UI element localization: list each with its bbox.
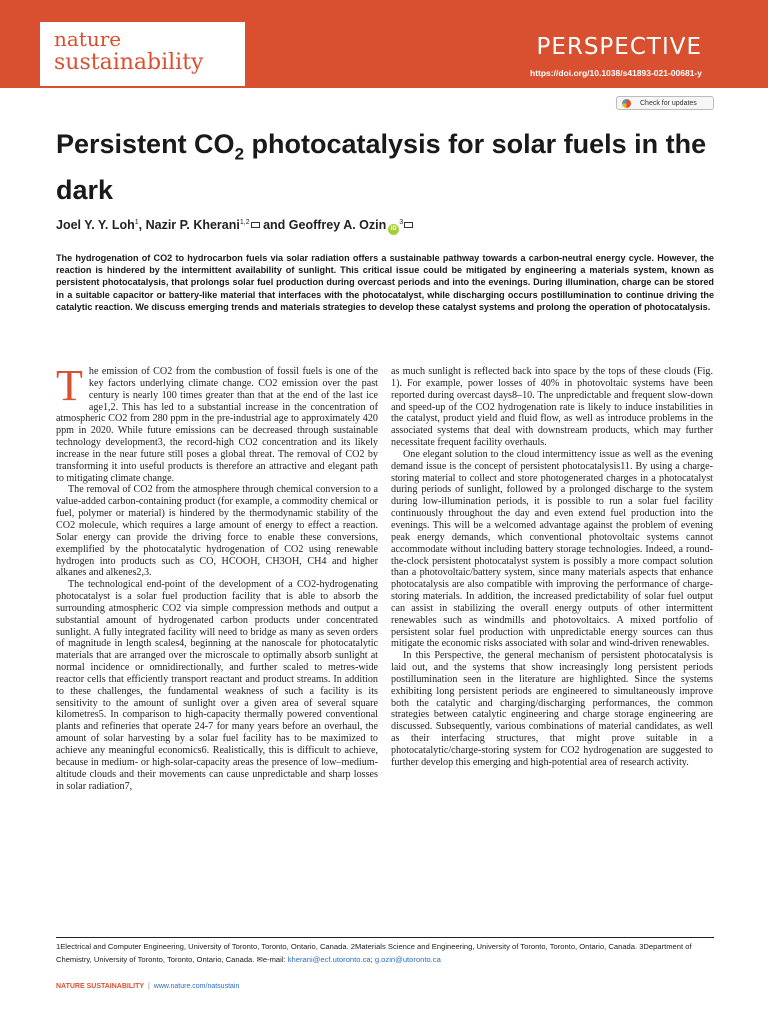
paragraph-5: One elegant solution to the cloud intermittency issue as well as the evening demand issue is the concept of persistent photocatalysis11. By using a charge-storing material to collect and store photogenerated charges in a photocatalyst during periods of sunlight, followed by a prolonged discharge to the system during low-illumination periods, it is possible to run a solar fuel facility continuously throughout the day and even extend fuel production into the evenings. This will be a welcomed advantage against the problem of evening peak energy demands, which conventional photovoltaic systems cannot accommodate without including battery storage technologies. Indeed, a round-the-clock persistent photocatalyst system is possibly a more compact solution than a photovoltaic/battery system, since many materials aspects that enhance photocatalysis are also compatible with improving the performance of charge-storing materials. In addition, the increased predictability of solar fuel output can assist in stabilizing the overall energy outputs of other intermittent renewables such as windmills and photovoltaics. A mixed portfolio of persistent solar fuel production with unpredictable energy sources can thus mitigate the economic risks associated with solar and wind-driven renewables. (391, 448, 713, 650)
envelope-icon[interactable] (251, 222, 260, 228)
author-3[interactable]: Geoffrey A. Ozin (288, 218, 387, 232)
author-1[interactable]: Joel Y. Y. Loh (56, 218, 135, 232)
affiliations-footnote (56, 941, 714, 966)
logo-line1: nature (54, 27, 122, 51)
footer-journal: NATURE SUSTAINABILITY (56, 983, 145, 990)
email-separator: ; (370, 954, 375, 964)
paragraph-2: The removal of CO2 from the atmosphere through chemical conversion to a value-added carbon-containing product (for example, a commodity chemical or fuel, polymer or material) is hindered by the thermodynamic stability of the CO2 molecule, which requires a large amount of energy to effect a reaction. Solar energy can provide the driving force to enable these conversions, exemplified by the photocatalytic hydrogenation of CO2 using renewable hydrogen into products such as CO, HCOOH, CH3OH, CH4 and higher alkanes and alkenes2,3. (56, 484, 378, 579)
check-updates-label: Check for updates (640, 99, 697, 107)
envelope-icon[interactable] (404, 222, 413, 228)
page-footer (56, 983, 239, 990)
abstract: The hydrogenation of CO2 to hydrocarbon fuels via solar radiation offers a sustainable pathway towards a carbon-neutral energy cycle. However, the reaction is hindered by the intermittent availability of sunlight. This critical issue could be mitigated by engineering a materials system, known as persistent photocatalysis, that prolongs solar fuel production during overcast periods and into the evenings. During illumination, charge can be stored in a suitable capacitor or battery-like material that interfaces with the photocatalyst, while discharging occurs postillumination to continue driving the catalytic reaction. We discuss emerging trends and materials strategies to develop these catalyst systems and prolong the operation of photocatalysis. (56, 253, 714, 312)
affiliations-text: 1Electrical and Computer Engineering, University of Toronto, Toronto, Ontario, Canada. 2Materials Science and Engineering, University of Toronto, Toronto, Ontario, Canada. 3Department of Chemistry, University of Toronto, Toronto, Ontario, Canada. ✉e-mail: (56, 942, 692, 964)
paragraph-3: The technological end-point of the development of a CO2-hydrogenating photocatalyst is a solar fuel production facility that is able to absorb the surrounding atmospheric CO2 via simple compression methods and output a substantial amount of hydrogenated carbon products under concentrated sunlight. A fully integrated facility will need to bridge as many as seven orders of magnitude in length scales4, beginning at the nanoscale for photocatalytic materials that are arranged over the microscale to optimally absorb sunlight at normal incidence or omnidirectionally, and further scaled to metres-wide reactor cells that efficiently transport reactant and product streams. In addition to these challenges, the fundamental weakness of such a facility is its sensitivity to the amount of sunlight over a given area of several square kilometres5. In comparison to high-capacity thermally powered conventional plants and refineries that operate 24-7 for many years before an overhaul, the amount of solar harvesting by a solar fuel facility has to be maximized to achieve any meaningful economics6. Realistically, this is difficult to achieve, because in medium- or high-solar-capacity areas the presence of low–medium-altitude clouds and their movements can cause unpredictable and sharp losses in solar radiation7, (56, 579, 378, 792)
email-link-kherani[interactable]: kherani@ecf.utoronto.ca (287, 954, 371, 964)
logo-line2: sustainability (54, 50, 204, 75)
doi-link[interactable]: https://doi.org/10.1038/s41893-021-00681-y (530, 68, 702, 78)
footer-url[interactable]: www.nature.com/natsustain (153, 983, 240, 990)
orcid-icon[interactable]: iD (388, 224, 399, 235)
footer-separator: | (147, 983, 150, 990)
author-2[interactable]: Nazir P. Kherani (145, 218, 240, 232)
author-sep-1: , (138, 218, 146, 232)
title-subscript: 2 (234, 144, 245, 164)
author-3-affil: 3 (399, 218, 404, 226)
author-1-affil: 1 (134, 218, 139, 226)
article-title (56, 126, 716, 209)
check-for-updates-button[interactable] (616, 96, 714, 110)
journal-logo[interactable] (40, 22, 245, 86)
body-column-2 (391, 366, 713, 769)
title-part1: Persistent CO (56, 129, 235, 159)
drop-cap: T (56, 361, 83, 410)
author-list (56, 218, 413, 235)
footnote-divider (56, 937, 714, 938)
paragraph-4: as much sunlight is reflected back into space by the tops of these clouds (Fig. 1). For example, power losses of 40% in photovoltaic systems have been reported during overcast days8–10. The unpredictable and frequent slow-down and speed-up of the CO2 hydrogenation rate is likely to induce instabilities in the catalyst, product yield and fluid flow, as well as introduce problems in the associated systems that deal with downstream products, which may further necessitate frequent facility overhauls. (391, 366, 713, 449)
paragraph-6: In this Perspective, the general mechanism of persistent photocatalysis is laid out, and the systems that show increasingly long persistent periods postillumination seen in the literature are highlighted. Since the systems exhibiting long persistent periods are engineered to simultaneously improve both the catalytic and charging/discharging performances, the common strategies between catalytic engineering and charge storage engineering are discussed. Subsequently, various combinations of material candidates, as well as their interfacing structures, that might prove suitable in a photocatalytic/charge-storing system for CO2 hydrogenation are suggested to further develop this emerging and high-potential area of research activity. (391, 650, 713, 768)
author-2-affil: 1,2 (239, 218, 250, 226)
paragraph-1-text: he emission of CO2 from the combustion of fossil fuels is one of the key factors underlying climate change. CO2 emission over the past century is nearly 100 times greater than that at the end of the last ice age1,2. This has led to a substantial increase in the concentration of atmospheric CO2 from 280 ppm in the pre-industrial age to approximately 420 ppm in 2020. While future emissions can be decreased through sustainable technology development3, the record-high CO2 concentration and its likely increase in the near future still poses a global threat. The removal of CO2 by transforming it into useful products is therefore an attractive and elegant path to mitigating climate change. (56, 366, 378, 484)
author-sep-2: and (259, 218, 289, 232)
email-link-ozin[interactable]: g.ozin@utoronto.ca (374, 954, 441, 964)
body-column-1 (56, 361, 378, 792)
paragraph-1 (56, 361, 378, 484)
title-part2: photocatalysis for solar fuels in the dark (56, 129, 707, 206)
article-type-label: PERSPECTIVE (536, 34, 702, 60)
journal-header (0, 0, 768, 88)
crossmark-icon (622, 99, 631, 108)
